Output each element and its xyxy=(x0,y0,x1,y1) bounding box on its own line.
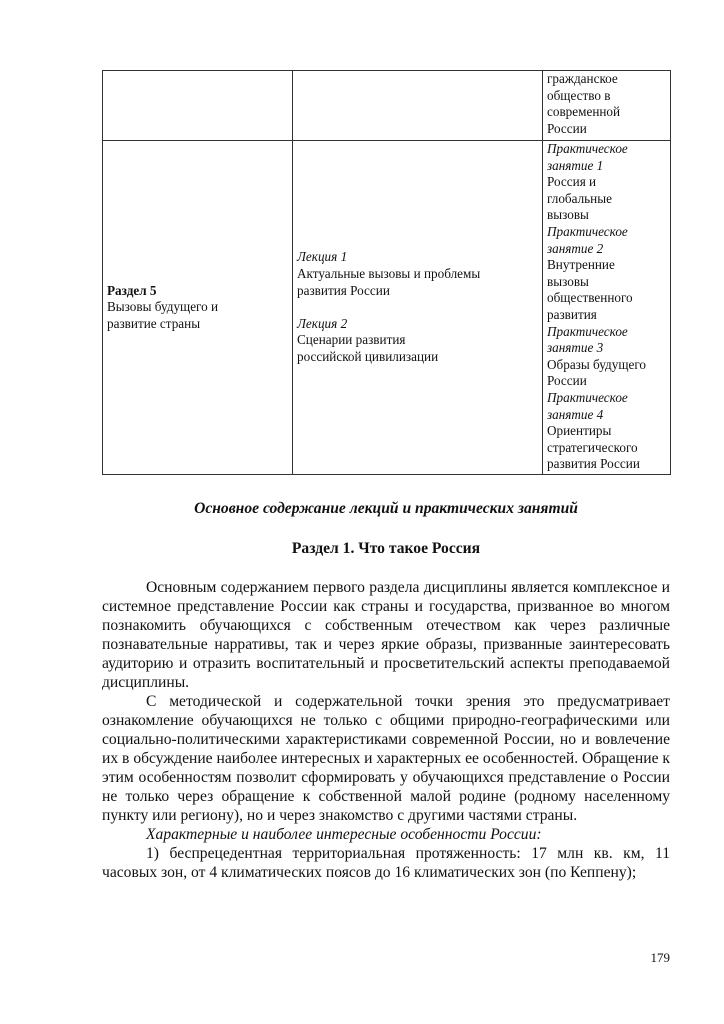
paragraph-italic: Характерные и наиболее интересные особенности России: xyxy=(146,826,542,843)
practical-label: Практическое xyxy=(547,223,628,239)
practical-label: занятие 2 xyxy=(547,240,604,256)
main-heading: Основное содержание лекций и практических занятий xyxy=(194,500,578,517)
practical-title-line: вызовы xyxy=(547,207,589,223)
practical-title-line: вызовы xyxy=(547,273,589,289)
practical-label: занятие 4 xyxy=(547,406,604,422)
practical-title-line: Внутренние xyxy=(547,257,615,273)
lecture-title-line: развития России xyxy=(297,282,390,298)
curriculum-table xyxy=(102,70,671,475)
table-cell-empty xyxy=(103,71,293,141)
lecture-label: Лекция 1 xyxy=(297,249,348,265)
cell-line: гражданское xyxy=(547,71,618,86)
body-text xyxy=(102,578,670,882)
practical-label: Практическое xyxy=(547,323,628,339)
practical-title-line: Ориентиры xyxy=(547,423,612,439)
section-heading: Раздел 1. Что такое Россия xyxy=(291,540,481,557)
lecture-title-line: Сценарии развития xyxy=(297,332,406,348)
paragraph: С методической и содержательной точки зрения это предусматривает ознакомление обучающихся не только с общими природно-географическими или социально-политическими характеристиками современной России, но и вовлечение их в обсуждение наиболее интересных и характерных ее особенностей. Обращение к этим особенностям позволит сформировать у обучающихся представление о России не только через обращение к собственной малой родине (родному населенному пункту или региону), но и через знакомство с другими частями страны. xyxy=(102,693,670,824)
section-title-line: развитие страны xyxy=(107,315,201,331)
practical-title-line: Образы будущего xyxy=(547,356,647,372)
cell-line: России xyxy=(547,120,587,136)
practical-title-line: развития xyxy=(547,306,597,322)
table-cell-section xyxy=(103,141,293,475)
lecture-title-line: Актуальные вызовы и проблемы xyxy=(297,266,481,282)
practical-title-line: развития России xyxy=(547,456,640,472)
practical-title-line: Россия и xyxy=(547,174,597,190)
paragraph: Основным содержанием первого раздела дисциплины является комплексное и системное представление России как страны и государства, призванное во многом познакомить обучающихся с собственным отечеством как через различные познавательные нарративы, так и через яркие образы, призванные заинтересовать аудиторию и отразить воспитательный и просветительский аспекты преподаваемой дисциплины. xyxy=(102,579,670,691)
practical-label: занятие 1 xyxy=(547,157,604,173)
page-number: 179 xyxy=(650,950,670,965)
practical-label: Практическое xyxy=(547,141,628,156)
table-row xyxy=(103,71,671,141)
table-row xyxy=(103,141,671,475)
section-title-line: Вызовы будущего и xyxy=(107,299,219,315)
paragraph: 1) беспрецедентная территориальная протяженность: 17 млн кв. км, 11 часовых зон, от 4 климатических поясов до 16 климатических зон (по Кеппену); xyxy=(102,845,670,881)
table-cell-empty xyxy=(293,71,543,141)
table-cell-practicals xyxy=(543,141,671,475)
lecture-title-line: российской цивилизации xyxy=(297,348,439,364)
practical-title-line: стратегического xyxy=(547,439,638,455)
lecture-label: Лекция 2 xyxy=(297,315,348,331)
practical-title-line: России xyxy=(547,373,587,389)
practical-label: занятие 3 xyxy=(547,340,604,356)
cell-line: общество в xyxy=(547,87,611,103)
section-label: Раздел 5 xyxy=(107,282,157,298)
table-cell-topic xyxy=(543,71,671,141)
table-cell-lectures xyxy=(293,141,543,475)
practical-title-line: общественного xyxy=(547,290,633,306)
cell-line: современной xyxy=(547,104,621,120)
practical-title-line: глобальные xyxy=(547,190,612,206)
practical-label: Практическое xyxy=(547,389,628,405)
